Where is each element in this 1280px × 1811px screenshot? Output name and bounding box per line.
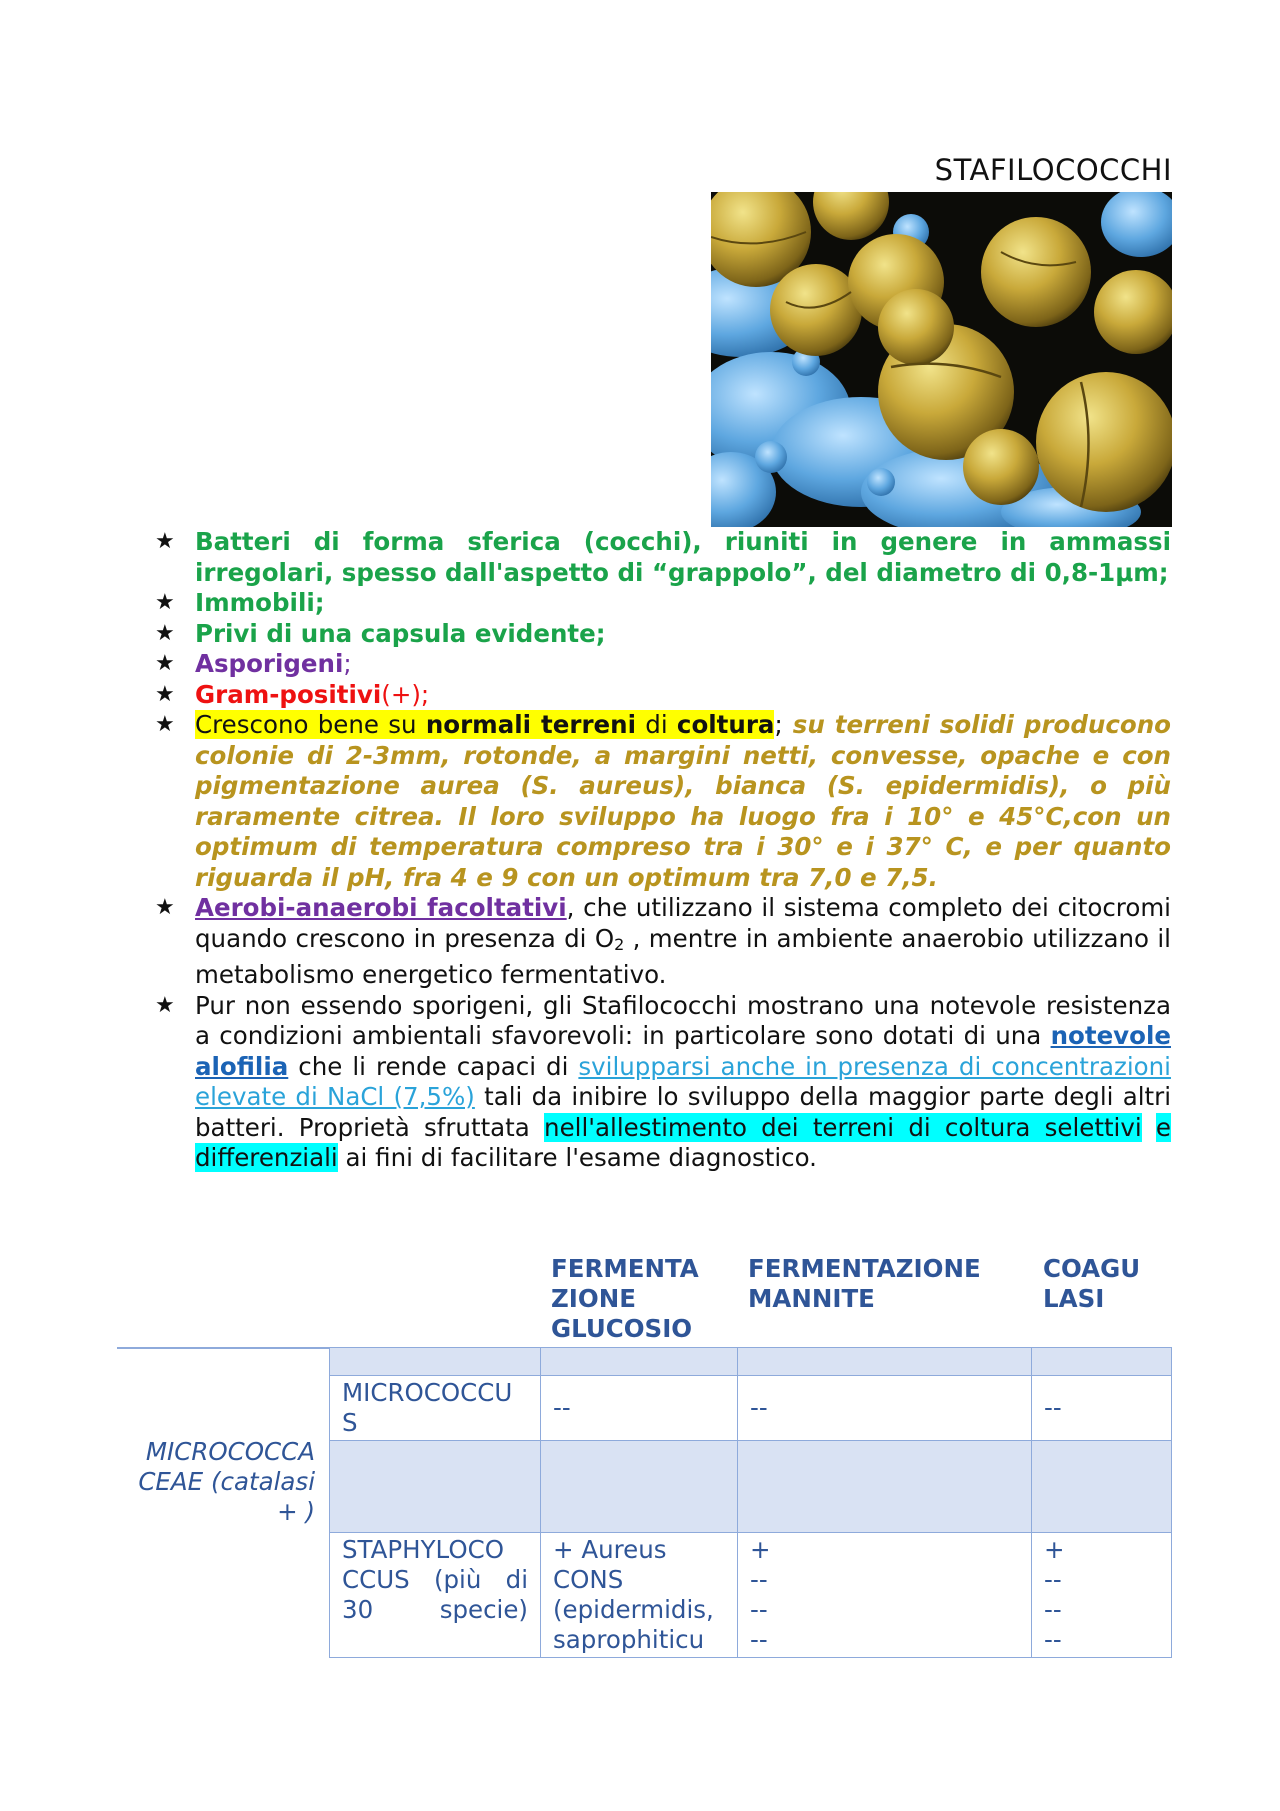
header-glucosio: FERMENTA ZIONE GLUCOSIO [551, 1254, 699, 1343]
star-bullet-icon: ★ [155, 529, 175, 554]
coagulasi-cell: + -- -- -- [1032, 1533, 1172, 1658]
genus-cell: MICROCOCCU S [330, 1376, 541, 1441]
list-item: ★ Privi di una capsula evidente; [155, 618, 606, 648]
star-bullet-icon: ★ [155, 620, 175, 646]
star-bullet-icon: ★ [155, 992, 175, 1018]
mannite-cell: + -- -- -- [738, 1533, 1032, 1658]
alofilia-link[interactable]: notevole alofilia [195, 1021, 1171, 1081]
mannite-cell: -- [738, 1376, 1032, 1441]
list-item: ★ Aerobi-anaerobi facoltativi, che utilizzano il sistema completo dei citocromi quando crescono in presenza di $O_2$ , mentre in ambiente anaerobio utilizzano il metabolismo energetico fermentativo. [155, 893, 1171, 989]
header-mannite: FERMENTAZIONE MANNITE [748, 1254, 981, 1313]
classification-table [329, 1347, 1172, 1658]
list-item: ★ Crescono bene su normali terreni di coltura; su terreni solidi producono colonie di 2-3mm, rotonde, a margini netti, convesse, opache e con pigmentazione aurea (S. aureus), bianca (S. epidermidis), o più raramente citrea. Il loro sviluppo ha luogo fra i 10° e 45°C,con un optimum di temperatura compreso tra i 30° e i 37° C, e per quanto riguarda il pH, fra 4 e 9 con un optimum tra 7,0 e 7,5. [155, 710, 1171, 892]
list-item: ★ Immobili; [155, 588, 325, 617]
table-row [330, 1533, 1172, 1658]
list-item: ★ Gram-positivi(+); [155, 679, 430, 709]
table-row [330, 1441, 1172, 1533]
list-item: ★ Pur non essendo sporigeni, gli Stafilococchi mostrano una notevole resistenza a condizioni ambientali sfavorevoli: in particolare sono dotati di una notevole alofilia che li rende capaci di svilupparsi anche in presenza di concentrazioni elevate di NaCl (7,5%) tali da inibire lo sviluppo della maggior parte degli altri batteri. Proprietà sfruttata nell'allestimento dei terreni di coltura selettivi e differenziali ai fini di facilitare l'esame diagnostico. [155, 990, 1172, 1172]
nacl-link[interactable]: svilupparsi anche in presenza di concentrazioni elevate di NaCl (7,5%) [195, 1051, 1171, 1111]
star-bullet-icon: ★ [155, 651, 175, 676]
header-coagulasi: COAGU LASI [1043, 1254, 1141, 1313]
star-bullet-icon: ★ [155, 681, 175, 707]
glucosio-cell: + Aureus CONS (epidermidis, saprophiticu [541, 1533, 738, 1658]
glucosio-cell: -- [541, 1376, 738, 1441]
feature-list [155, 527, 1171, 1174]
aerobi-link[interactable]: Aerobi-anaerobi facoltativi [195, 893, 567, 922]
genus-cell: STAPHYLOCO CCUS (più di 30 specie) [330, 1533, 541, 1658]
staphylococci-micrograph [711, 192, 1172, 527]
list-item: ★ Batteri di forma sferica (cocchi), riuniti in genere in ammassi irregolari, spesso dall'aspetto di “grappolo”, del diametro di 0,8-1μm; [155, 527, 1171, 587]
family-label: MICROCOCCA CEAE (catalasi + ) [138, 1437, 315, 1526]
page-title: STAFILOCOCCHI [934, 153, 1172, 187]
list-item: ★ Asporigeni; [155, 649, 352, 678]
table-row [330, 1348, 1172, 1376]
star-bullet-icon: ★ [155, 895, 175, 920]
table-row [330, 1376, 1172, 1441]
star-bullet-icon: ★ [155, 712, 175, 737]
star-bullet-icon: ★ [155, 590, 175, 615]
coagulasi-cell: -- [1032, 1376, 1172, 1441]
